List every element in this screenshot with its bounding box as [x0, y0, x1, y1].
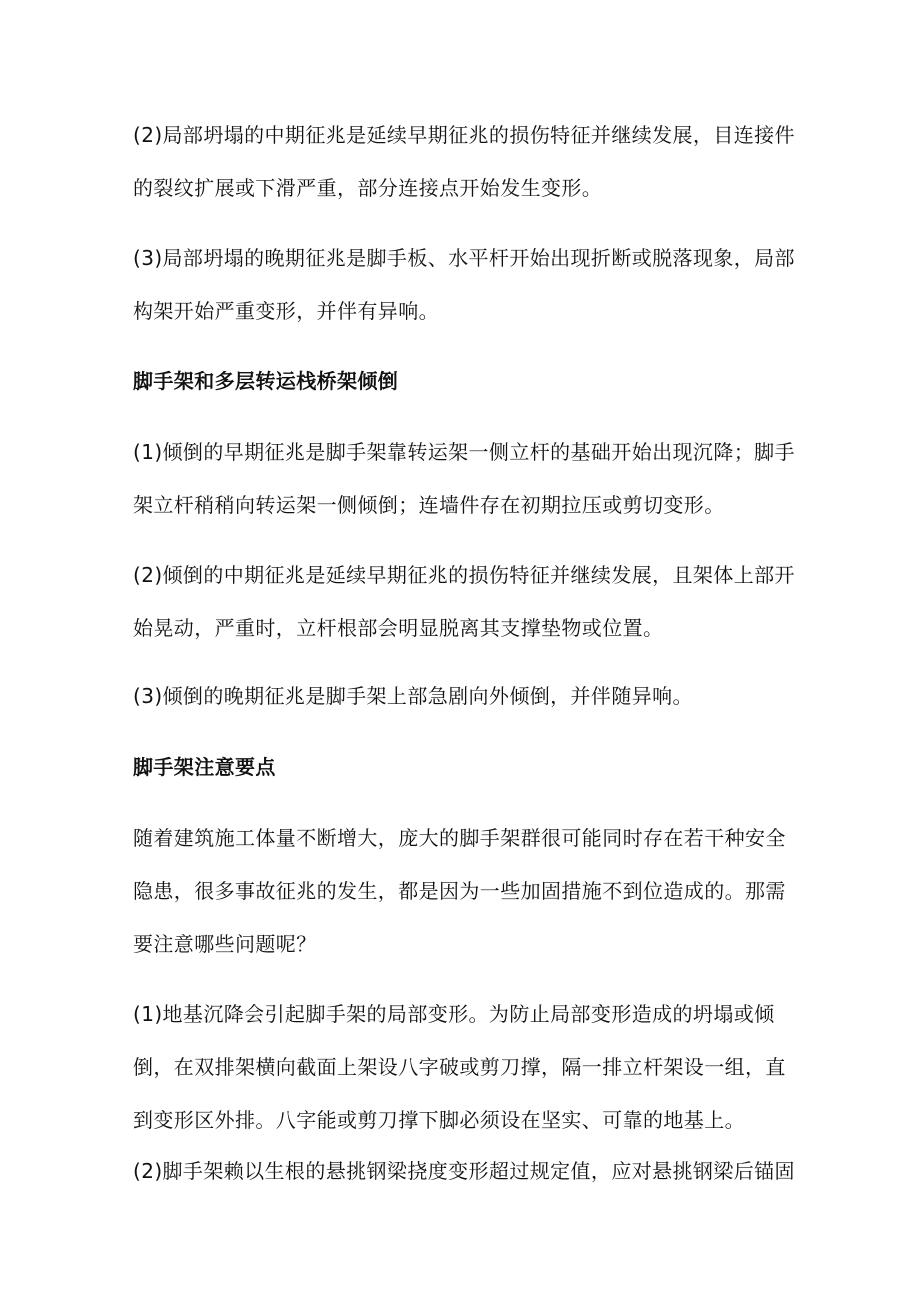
paragraph-partial-collapse-mid-stage: (2)局部坍塌的中期征兆是延续早期征兆的损伤特征并继续发展，目连接件的裂纹扩展或下滑严重，部分连接点开始发生变形。 — [133, 123, 795, 200]
section-heading-overturn: 脚手架和多层转运栈桥架倾倒 — [133, 369, 399, 393]
paragraph-partial-collapse-late-stage: (3)局部坍塌的晚期征兆是脚手板、水平杆开始出现折断或脱落现象，局部构架开始严重变形，并伴有异响。 — [133, 246, 795, 323]
paragraph-key-points-intro: 随着建筑施工体量不断增大，庞大的脚手架群很可能同时存在若干种安全隐患，很多事故征兆的发生，都是因为一些加固措施不到位造成的。那需要注意哪些问题呢？ — [133, 826, 786, 956]
paragraph-overturn-late-stage: (3)倾倒的晚期征兆是脚手架上部急剧向外倾倒，并伴随异响。 — [133, 684, 693, 708]
paragraph-overturn-mid-stage: (2)倾倒的中期征兆是延续早期征兆的损伤特征并继续发展，且架体上部开始晃动，严重时，立杆根部会明显脱离其支撑垫物或位置。 — [133, 563, 795, 640]
paragraph-foundation-settlement: (1)地基沉降会引起脚手架的局部变形。为防止局部变形造成的坍塌或倾倒，在双排架横向截面上架设八字破或剪刀撑，隔一排立杆架设一组，直到变形区外排。八字能或剪刀撑下脚必须设在坚实、可靠的地基上。 — [133, 1002, 786, 1132]
paragraph-overturn-early-stage: (1)倾倒的早期征兆是脚手架靠转运架一侧立杆的基础开始出现沉降；脚手架立杆稍稍向转运架一侧倾倒；连墙件存在初期拉压或剪切变形。 — [133, 440, 795, 517]
paragraph-cantilever-beam: (2)脚手架赖以生根的悬挑钢梁挠度变形超过规定值，应对悬挑钢梁后锚固 — [133, 1159, 795, 1183]
section-heading-key-points: 脚手架注意要点 — [133, 755, 276, 779]
